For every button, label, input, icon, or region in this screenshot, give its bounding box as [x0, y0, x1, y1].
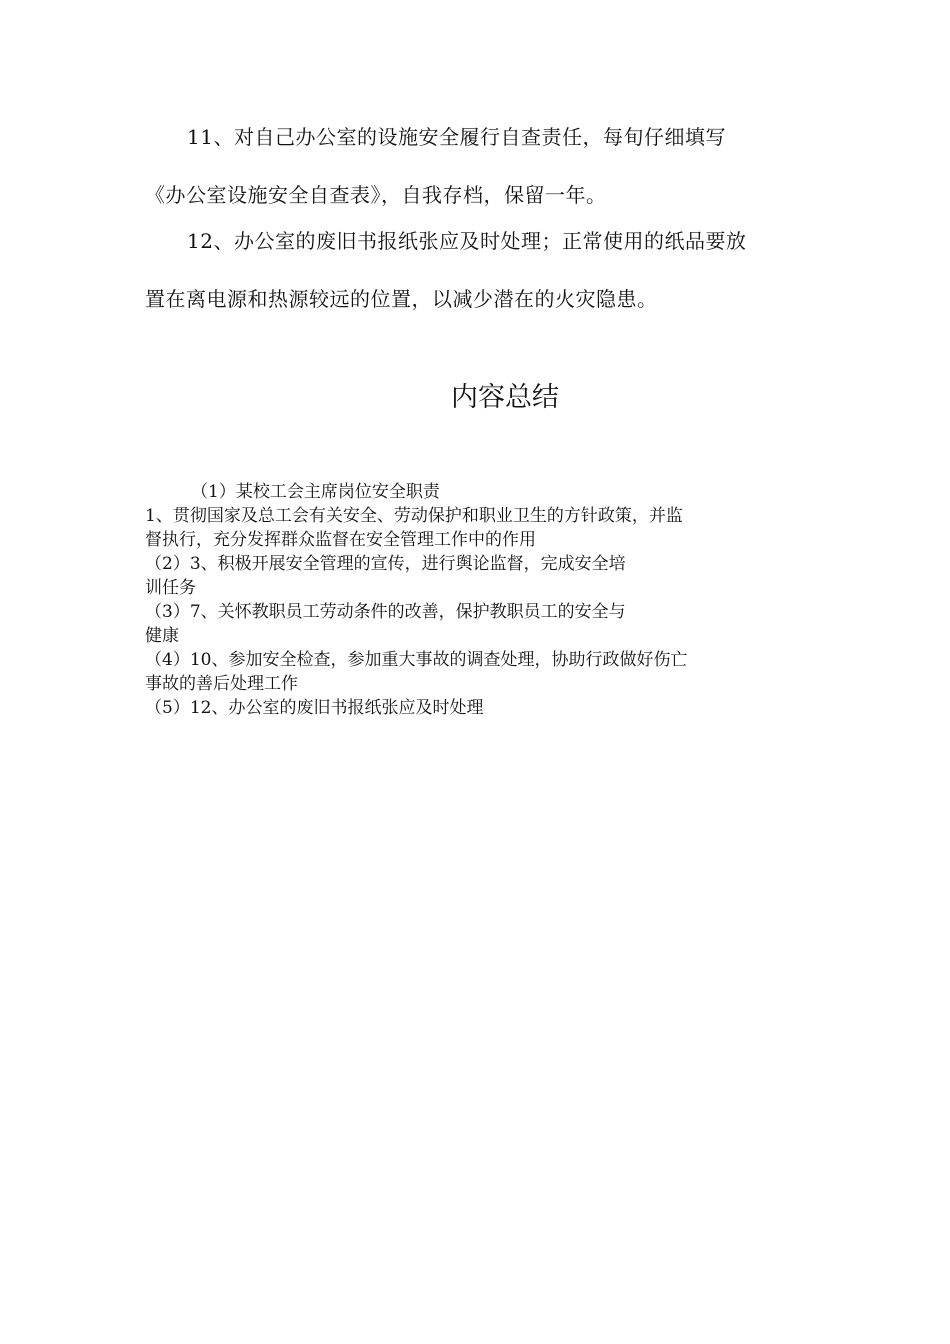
- summary-line: 事故的善后处理工作: [145, 674, 298, 694]
- summary-title: 内容总结: [451, 382, 559, 413]
- paragraph-line: 12、办公室的废旧书报纸张应及时处理；正常使用的纸品要放: [187, 229, 747, 253]
- summary-line: 训任务: [145, 578, 196, 598]
- summary-line: 1、贯彻国家及总工会有关安全、劳动保护和职业卫生的方针政策，并监: [145, 506, 683, 526]
- paragraph-item-12: [145, 212, 805, 328]
- summary-line: （2）3、积极开展安全管理的宣传，进行舆论监督，完成安全培: [145, 554, 626, 574]
- summary-line: 督执行，充分发挥群众监督在安全管理工作中的作用: [145, 530, 536, 550]
- paragraph-line: 11、对自己办公室的设施安全履行自查责任，每旬仔细填写: [187, 125, 726, 149]
- summary-block: [145, 480, 805, 720]
- summary-line: 健康: [145, 626, 179, 646]
- paragraph-item-11: [145, 108, 805, 224]
- summary-line: （1）某校工会主席岗位安全职责: [191, 482, 440, 502]
- summary-line: （5）12、办公室的废旧书报纸张应及时处理: [145, 698, 484, 718]
- paragraph-line: 置在离电源和热源较远的位置，以减少潜在的火灾隐患。: [145, 287, 658, 311]
- summary-line: （4）10、参加安全检查，参加重大事故的调查处理，协助行政做好伤亡: [145, 650, 688, 670]
- paragraph-line: 《办公室设施安全自查表》，自我存档，保留一年。: [145, 183, 607, 207]
- summary-line: （3）7、关怀教职员工劳动条件的改善，保护教职员工的安全与: [145, 602, 626, 622]
